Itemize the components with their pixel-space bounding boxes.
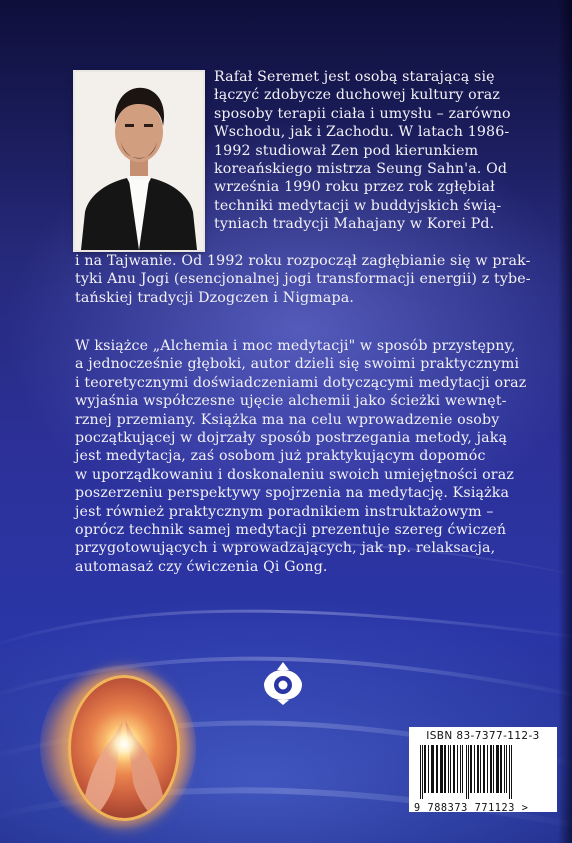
author-bio-line: koreańskiego mistrza Seung Sahn'a. Od bbox=[214, 161, 508, 178]
author-bio-line: Wschodu, jak i Zachodu. W latach 1986- bbox=[214, 124, 510, 141]
author-bio-line: i na Tajwanie. Od 1992 roku rozpoczął zagłębianie się w prak- bbox=[75, 253, 531, 269]
barcode-bar bbox=[483, 745, 485, 793]
spine-shadow bbox=[558, 0, 572, 843]
description-line: wyjaśnia współczesne ujęcie alchemii jako ścieżki wewnęt- bbox=[75, 393, 507, 410]
description-line: a jednocześnie głęboki, autor dzieli się swoimi praktycznymi bbox=[75, 356, 520, 373]
ean-digits: 9 788373 771123 > bbox=[414, 803, 529, 814]
isbn-barcode bbox=[409, 727, 557, 812]
author-bio-line: łączyć zdobycze duchowej kultury oraz bbox=[214, 87, 500, 104]
barcode-bar bbox=[474, 745, 475, 793]
publisher-logo-icon bbox=[262, 660, 304, 706]
barcode-bar bbox=[422, 745, 423, 799]
barcode-bar bbox=[453, 745, 455, 793]
barcode-bar bbox=[500, 745, 502, 793]
barcode-bar bbox=[462, 745, 463, 793]
author-bio-line: sposoby terapii ciała i umysłu – zarówno bbox=[214, 105, 511, 122]
hands-light-icon bbox=[68, 675, 180, 821]
barcode-bar bbox=[496, 745, 499, 793]
author-bio-line: tańskiej tradycji Dzogczen i Nigmapa. bbox=[75, 289, 354, 306]
barcode-bar bbox=[487, 745, 488, 793]
author-bio-top bbox=[214, 68, 554, 234]
barcode-bar bbox=[460, 745, 461, 793]
book-description bbox=[75, 337, 554, 576]
description-line: w uporządkowaniu i doskonaleniu swoich umiejętności oraz bbox=[75, 466, 514, 483]
description-line: jest medytacja, zaś osobom już praktykującym dopomóc bbox=[75, 448, 486, 465]
barcode-bar bbox=[424, 745, 426, 793]
barcode-bar bbox=[477, 745, 479, 793]
barcode-bars bbox=[414, 745, 552, 799]
description-line: i teoretycznymi doświadczeniami dotyczącymi medytacji oraz bbox=[75, 374, 527, 391]
barcode-bar bbox=[470, 745, 472, 793]
barcode-bar bbox=[490, 745, 492, 793]
description-line: rznej przemiany. Książka ma na celu wprowadzenie osoby bbox=[75, 411, 500, 428]
barcode-bar bbox=[511, 745, 512, 799]
barcode-bar bbox=[448, 745, 449, 793]
barcode-bar bbox=[493, 745, 494, 793]
description-line: W książce „Alchemia i moc medytacji" w sposób przystępny, bbox=[75, 338, 516, 354]
author-bio-line: Rafał Seremet jest osobą starającą się bbox=[214, 69, 495, 85]
description-line: przygotowujących i wprowadzających, jak np. relaksacja, bbox=[75, 540, 496, 557]
barcode-bar bbox=[436, 745, 438, 793]
description-line: początkującej w dojrzały sposób postrzegania metody, jaką bbox=[75, 430, 508, 447]
barcode-bar bbox=[440, 745, 443, 793]
author-bio-line: tyniach tradycji Mahajany w Korei Pd. bbox=[214, 216, 495, 233]
description-line: poszerzeniu perspektywy spojrzenia na medytację. Książka bbox=[75, 485, 510, 502]
barcode-bar bbox=[506, 745, 507, 793]
barcode-bar bbox=[509, 745, 510, 799]
barcode-bar bbox=[444, 745, 446, 793]
barcode-bar bbox=[504, 745, 505, 793]
author-bio-continued bbox=[75, 252, 554, 307]
author-portrait bbox=[75, 72, 203, 250]
barcode-bar bbox=[420, 745, 421, 799]
description-line: jest również praktycznym poradnikiem instruktażowym – bbox=[75, 503, 494, 520]
isbn-label: ISBN 83-7377-112-3 bbox=[426, 730, 540, 742]
description-line: automasaż czy ćwiczenia Qi Gong. bbox=[75, 558, 328, 575]
barcode-bar bbox=[450, 745, 451, 793]
author-bio-line: techniki medytacji w buddyjskich świą- bbox=[214, 197, 502, 214]
author-bio-line: tyki Anu Jogi (esencjonalnej jogi transformacji energii) z tybe- bbox=[75, 271, 531, 288]
author-bio-line: 1992 studiował Zen pod kierunkiem bbox=[214, 142, 479, 159]
barcode-bar bbox=[480, 745, 481, 793]
barcode-bar bbox=[468, 745, 469, 799]
barcode-bar bbox=[466, 745, 467, 799]
barcode-bar bbox=[428, 745, 429, 793]
barcode-bar bbox=[431, 745, 434, 793]
description-line: oprócz technik samej medytacji prezentuje szereg ćwiczeń bbox=[75, 522, 507, 539]
author-bio-line: września 1990 roku przez rok zgłębiał bbox=[214, 179, 495, 196]
barcode-bar bbox=[457, 745, 458, 793]
